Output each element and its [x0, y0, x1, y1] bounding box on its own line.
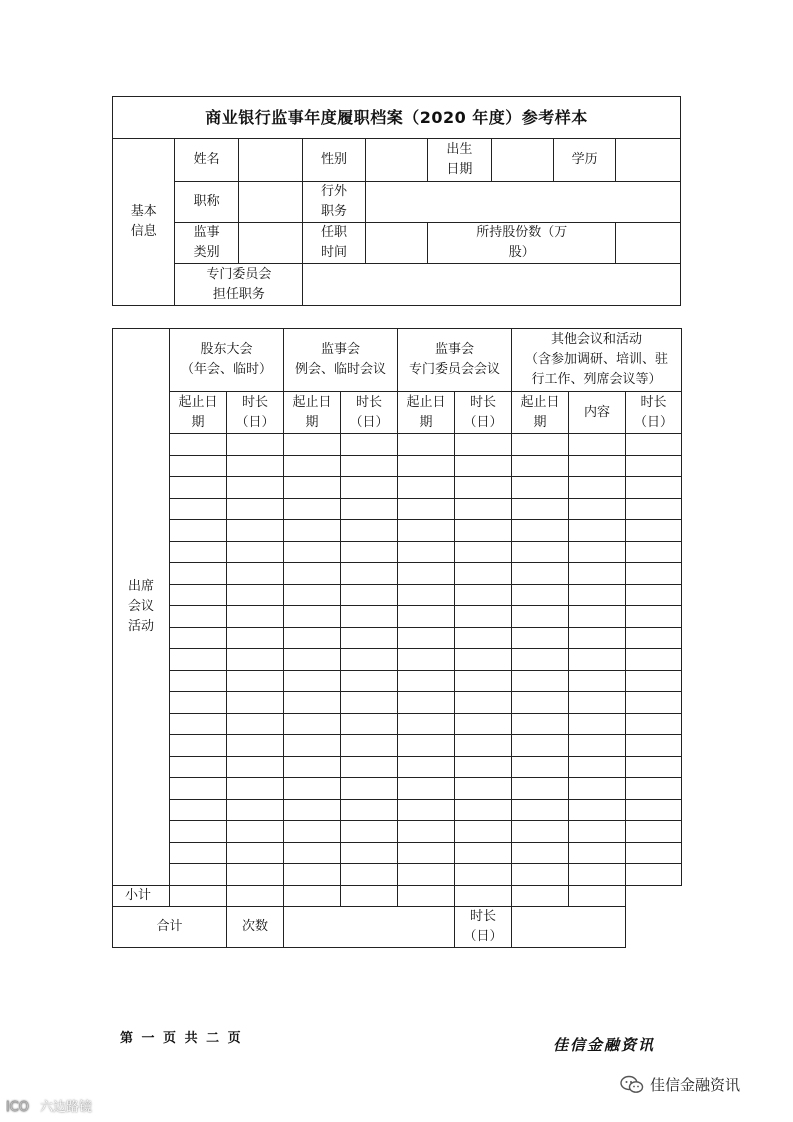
entry-cell[interactable]	[455, 606, 512, 628]
subtotal-cell[interactable]	[341, 885, 398, 907]
table-row	[113, 778, 682, 800]
entry-cell[interactable]	[626, 434, 682, 456]
entry-cell[interactable]	[512, 477, 569, 499]
table-row	[113, 735, 682, 757]
basic-info-table	[112, 96, 681, 306]
entry-cell[interactable]	[569, 606, 626, 628]
entry-cell[interactable]	[341, 498, 398, 520]
entry-cell[interactable]	[626, 477, 682, 499]
entry-cell[interactable]	[284, 692, 341, 714]
column-header: 起止日 期	[170, 392, 227, 434]
entry-cell[interactable]	[626, 563, 682, 585]
duration-label: 时长 （日）	[455, 907, 512, 948]
count-label: 次数	[227, 907, 284, 948]
entry-cell[interactable]	[512, 563, 569, 585]
entry-cell[interactable]	[284, 799, 341, 821]
entry-cell[interactable]	[455, 756, 512, 778]
entry-cell[interactable]	[455, 584, 512, 606]
wechat-account-name: 佳信金融资讯	[650, 1076, 741, 1094]
entry-cell[interactable]	[569, 821, 626, 843]
entry-cell[interactable]	[227, 713, 284, 735]
column-header: 起止日 期	[398, 392, 455, 434]
entry-cell[interactable]	[227, 541, 284, 563]
entry-cell[interactable]	[512, 584, 569, 606]
entry-cell[interactable]	[284, 756, 341, 778]
entry-cell[interactable]	[284, 735, 341, 757]
entry-cell[interactable]	[170, 455, 227, 477]
entry-cell[interactable]	[398, 864, 455, 886]
table-row	[113, 692, 682, 714]
education-label: 学历	[553, 139, 615, 182]
entry-cell[interactable]	[170, 821, 227, 843]
entry-cell[interactable]	[512, 455, 569, 477]
entry-cell[interactable]	[512, 541, 569, 563]
table-row	[113, 821, 682, 843]
entry-cell[interactable]	[341, 584, 398, 606]
entry-cell[interactable]	[455, 842, 512, 864]
entry-cell[interactable]	[341, 670, 398, 692]
entry-cell[interactable]	[569, 670, 626, 692]
name-label: 姓名	[175, 139, 238, 182]
table-row	[113, 541, 682, 563]
entry-cell[interactable]	[455, 778, 512, 800]
entry-cell[interactable]	[626, 584, 682, 606]
entry-cell[interactable]	[455, 799, 512, 821]
wechat-account-mark	[620, 1074, 740, 1095]
entry-cell[interactable]	[569, 778, 626, 800]
entry-cell[interactable]	[284, 498, 341, 520]
duration-value-cell[interactable]	[512, 907, 626, 948]
entry-cell[interactable]	[626, 498, 682, 520]
education-value-cell[interactable]	[616, 139, 681, 182]
entry-cell[interactable]	[398, 649, 455, 671]
entry-cell[interactable]	[284, 713, 341, 735]
wechat-icon	[620, 1075, 644, 1095]
entry-cell[interactable]	[512, 756, 569, 778]
entry-cell[interactable]	[569, 864, 626, 886]
entry-cell[interactable]	[398, 627, 455, 649]
entry-cell[interactable]	[569, 842, 626, 864]
entry-cell[interactable]	[398, 520, 455, 542]
entry-cell[interactable]	[170, 520, 227, 542]
total-label: 合计	[113, 907, 227, 948]
entry-cell[interactable]	[341, 649, 398, 671]
entry-cell[interactable]	[170, 756, 227, 778]
entry-cell[interactable]	[512, 864, 569, 886]
entry-cell[interactable]	[284, 778, 341, 800]
table-row	[113, 584, 682, 606]
entry-cell[interactable]	[512, 713, 569, 735]
entry-cell[interactable]	[512, 434, 569, 456]
entry-cell[interactable]	[512, 606, 569, 628]
watermark-text: 六边路镜	[40, 1100, 93, 1115]
entry-cell[interactable]	[455, 563, 512, 585]
entry-cell[interactable]	[284, 670, 341, 692]
entry-cell[interactable]	[455, 455, 512, 477]
entry-cell[interactable]	[170, 735, 227, 757]
entry-cell[interactable]	[170, 842, 227, 864]
meeting-activity-table	[112, 328, 682, 948]
supervisory-committee-meeting-header: 监事会 专门委员会会议	[398, 329, 512, 392]
column-header: 时长 （日）	[455, 392, 512, 434]
entry-cell[interactable]	[170, 692, 227, 714]
entry-cell[interactable]	[227, 842, 284, 864]
entry-cell[interactable]	[398, 563, 455, 585]
entry-cell[interactable]	[227, 864, 284, 886]
entry-cell[interactable]	[284, 627, 341, 649]
table-row	[113, 649, 682, 671]
entry-cell[interactable]	[626, 455, 682, 477]
entry-cell[interactable]	[398, 756, 455, 778]
entry-cell[interactable]	[341, 735, 398, 757]
watermark-logo-icon	[6, 1097, 36, 1115]
committee-post-value-cell[interactable]	[303, 264, 681, 306]
name-value-cell[interactable]	[238, 139, 302, 182]
entry-cell[interactable]	[284, 584, 341, 606]
table-row	[113, 455, 682, 477]
birth-date-value-cell[interactable]	[491, 139, 553, 182]
entry-cell[interactable]	[341, 692, 398, 714]
subtotal-cell[interactable]	[512, 885, 569, 907]
entry-cell[interactable]	[284, 455, 341, 477]
brand-signature: 佳信金融资讯	[553, 1036, 656, 1054]
birth-date-label: 出生 日期	[428, 139, 491, 182]
entry-cell[interactable]	[398, 842, 455, 864]
entry-cell[interactable]	[569, 649, 626, 671]
entry-cell[interactable]	[626, 864, 682, 886]
table-row	[113, 713, 682, 735]
entry-cell[interactable]	[398, 778, 455, 800]
entry-cell[interactable]	[284, 606, 341, 628]
entry-cell[interactable]	[626, 735, 682, 757]
entry-cell[interactable]	[341, 477, 398, 499]
entry-cell[interactable]	[341, 434, 398, 456]
entry-cell[interactable]	[227, 477, 284, 499]
table-row	[113, 520, 682, 542]
entry-cell[interactable]	[227, 606, 284, 628]
entry-cell[interactable]	[284, 434, 341, 456]
entry-cell[interactable]	[569, 563, 626, 585]
column-header: 时长 （日）	[227, 392, 284, 434]
entry-cell[interactable]	[398, 541, 455, 563]
entry-cell[interactable]	[455, 864, 512, 886]
job-title-value-cell[interactable]	[238, 182, 302, 223]
gender-value-cell[interactable]	[365, 139, 427, 182]
entry-cell[interactable]	[455, 735, 512, 757]
entry-cell[interactable]	[227, 584, 284, 606]
entry-cell[interactable]	[227, 756, 284, 778]
entry-cell[interactable]	[569, 799, 626, 821]
entry-cell[interactable]	[569, 756, 626, 778]
entry-cell[interactable]	[170, 498, 227, 520]
entry-cell[interactable]	[284, 520, 341, 542]
entry-cell[interactable]	[626, 520, 682, 542]
entry-cell[interactable]	[170, 563, 227, 585]
external-post-value-cell[interactable]	[365, 182, 680, 223]
entry-cell[interactable]	[569, 498, 626, 520]
entry-cell[interactable]	[626, 756, 682, 778]
entry-cell[interactable]	[341, 455, 398, 477]
subtotal-cell[interactable]	[284, 885, 341, 907]
entry-cell[interactable]	[512, 627, 569, 649]
entry-cell[interactable]	[569, 692, 626, 714]
entry-cell[interactable]	[455, 692, 512, 714]
entry-cell[interactable]	[398, 692, 455, 714]
entry-cell[interactable]	[284, 821, 341, 843]
subtotal-cell[interactable]	[398, 885, 455, 907]
entry-cell[interactable]	[341, 756, 398, 778]
entry-cell[interactable]	[284, 649, 341, 671]
watermark	[6, 1096, 92, 1115]
entry-cell[interactable]	[398, 434, 455, 456]
entry-cell[interactable]	[569, 455, 626, 477]
entry-cell[interactable]	[626, 713, 682, 735]
entry-cell[interactable]	[170, 627, 227, 649]
supervisory-board-meeting-header: 监事会 例会、临时会议	[284, 329, 398, 392]
entry-cell[interactable]	[341, 627, 398, 649]
entry-cell[interactable]	[398, 584, 455, 606]
table-row	[113, 498, 682, 520]
subtotal-cell[interactable]	[170, 885, 227, 907]
entry-cell[interactable]	[170, 477, 227, 499]
entry-cell[interactable]	[341, 541, 398, 563]
entry-cell[interactable]	[512, 842, 569, 864]
entry-cell[interactable]	[284, 477, 341, 499]
entry-cell[interactable]	[398, 498, 455, 520]
entry-cell[interactable]	[227, 498, 284, 520]
entry-cell[interactable]	[569, 735, 626, 757]
tenure-label: 任职 时间	[303, 223, 365, 264]
entry-cell[interactable]	[170, 778, 227, 800]
entry-cell[interactable]	[398, 670, 455, 692]
entry-cell[interactable]	[227, 821, 284, 843]
subtotal-cell[interactable]	[227, 885, 284, 907]
column-header: 时长 （日）	[341, 392, 398, 434]
entry-cell[interactable]	[626, 799, 682, 821]
entry-cell[interactable]	[341, 713, 398, 735]
tenure-value-cell[interactable]	[365, 223, 427, 264]
entry-cell[interactable]	[569, 434, 626, 456]
entry-cell[interactable]	[227, 455, 284, 477]
entry-cell[interactable]	[569, 520, 626, 542]
entry-cell[interactable]	[284, 541, 341, 563]
entry-cell[interactable]	[227, 434, 284, 456]
entry-cell[interactable]	[227, 649, 284, 671]
entry-cell[interactable]	[626, 627, 682, 649]
table-row	[113, 756, 682, 778]
table-row	[113, 434, 682, 456]
table-row	[113, 606, 682, 628]
entry-cell[interactable]	[170, 541, 227, 563]
supervisor-type-value-cell[interactable]	[238, 223, 302, 264]
entry-cell[interactable]	[626, 670, 682, 692]
entry-cell[interactable]	[512, 735, 569, 757]
entry-cell[interactable]	[455, 627, 512, 649]
entry-cell[interactable]	[341, 778, 398, 800]
entry-cell[interactable]	[341, 799, 398, 821]
entry-cell[interactable]	[512, 498, 569, 520]
entry-cell[interactable]	[341, 864, 398, 886]
entry-cell[interactable]	[569, 541, 626, 563]
entry-cell[interactable]	[341, 606, 398, 628]
entry-cell[interactable]	[626, 842, 682, 864]
entry-cell[interactable]	[626, 606, 682, 628]
entry-cell[interactable]	[626, 541, 682, 563]
entry-cell[interactable]	[455, 713, 512, 735]
entry-cell[interactable]	[341, 520, 398, 542]
committee-post-label: 专门委员会 担任职务	[175, 264, 303, 306]
entry-cell[interactable]	[569, 627, 626, 649]
entry-cell[interactable]	[398, 735, 455, 757]
entry-cell[interactable]	[227, 520, 284, 542]
entry-cell[interactable]	[341, 821, 398, 843]
entry-cell[interactable]	[227, 670, 284, 692]
shares-value-cell[interactable]	[616, 223, 681, 264]
entry-cell[interactable]	[455, 434, 512, 456]
activity-section-label: 出席 会议 活动	[113, 329, 170, 886]
entry-cell[interactable]	[284, 563, 341, 585]
table-row	[113, 842, 682, 864]
table-row	[113, 627, 682, 649]
entry-cell[interactable]	[512, 670, 569, 692]
gender-label: 性别	[303, 139, 365, 182]
subtotal-cell[interactable]	[455, 885, 512, 907]
subtotal-label: 小计	[113, 885, 170, 907]
entry-cell[interactable]	[569, 713, 626, 735]
entry-cell[interactable]	[170, 864, 227, 886]
entry-cell[interactable]	[512, 692, 569, 714]
entry-cell[interactable]	[512, 520, 569, 542]
entry-cell[interactable]	[227, 778, 284, 800]
svg-text:lCO: lCO	[6, 1099, 29, 1115]
entry-cell[interactable]	[170, 606, 227, 628]
entry-cell[interactable]	[398, 821, 455, 843]
entry-cell[interactable]	[398, 477, 455, 499]
entry-cell[interactable]	[512, 821, 569, 843]
entry-cell[interactable]	[398, 606, 455, 628]
supervisor-type-label: 监事 类别	[175, 223, 238, 264]
entry-cell[interactable]	[170, 434, 227, 456]
entry-cell[interactable]	[455, 498, 512, 520]
page-indicator: 第 一 页 共 二 页	[120, 1031, 243, 1046]
column-header: 起止日 期	[284, 392, 341, 434]
table-row	[113, 563, 682, 585]
entry-cell[interactable]	[512, 778, 569, 800]
entry-cell[interactable]	[626, 778, 682, 800]
entry-cell[interactable]	[455, 821, 512, 843]
table-row	[113, 799, 682, 821]
entry-cell[interactable]	[398, 455, 455, 477]
entry-cell[interactable]	[170, 799, 227, 821]
entry-cell[interactable]	[455, 649, 512, 671]
entry-cell[interactable]	[227, 735, 284, 757]
table-row	[113, 864, 682, 886]
entry-cell[interactable]	[398, 713, 455, 735]
entry-cell[interactable]	[512, 649, 569, 671]
entry-cell[interactable]	[227, 563, 284, 585]
entry-cell[interactable]	[512, 799, 569, 821]
basic-info-section-label: 基本 信息	[113, 139, 175, 306]
entry-cell[interactable]	[227, 692, 284, 714]
entry-cell[interactable]	[626, 821, 682, 843]
shares-label: 所持股份数（万 股）	[428, 223, 616, 264]
table-row	[113, 477, 682, 499]
entry-cell[interactable]	[398, 799, 455, 821]
job-title-label: 职称	[175, 182, 238, 223]
external-post-label: 行外 职务	[303, 182, 365, 223]
entry-cell[interactable]	[170, 649, 227, 671]
entry-cell[interactable]	[569, 584, 626, 606]
shareholders-meeting-header: 股东大会 （年会、临时）	[170, 329, 284, 392]
column-header: 时长 （日）	[626, 392, 682, 434]
entry-cell[interactable]	[227, 799, 284, 821]
entry-cell[interactable]	[170, 713, 227, 735]
count-value-cell[interactable]	[284, 907, 455, 948]
entry-cell[interactable]	[170, 670, 227, 692]
entry-cell[interactable]	[227, 627, 284, 649]
entry-cell[interactable]	[455, 477, 512, 499]
entry-cell[interactable]	[455, 670, 512, 692]
subtotal-cell[interactable]	[569, 885, 626, 907]
table-row	[113, 670, 682, 692]
column-header: 起止日 期	[512, 392, 569, 434]
entry-cell[interactable]	[626, 649, 682, 671]
entry-cell[interactable]	[284, 864, 341, 886]
entry-cell[interactable]	[170, 584, 227, 606]
entry-cell[interactable]	[341, 842, 398, 864]
other-activities-header: 其他会议和活动 （含参加调研、培训、驻 行工作、列席会议等）	[512, 329, 682, 392]
entry-cell[interactable]	[455, 541, 512, 563]
column-header: 内容	[569, 392, 626, 434]
document-title: 商业银行监事年度履职档案（2020 年度）参考样本	[113, 97, 681, 139]
entry-cell[interactable]	[626, 692, 682, 714]
entry-cell[interactable]	[455, 520, 512, 542]
entry-cell[interactable]	[341, 563, 398, 585]
entry-cell[interactable]	[284, 842, 341, 864]
entry-cell[interactable]	[569, 477, 626, 499]
